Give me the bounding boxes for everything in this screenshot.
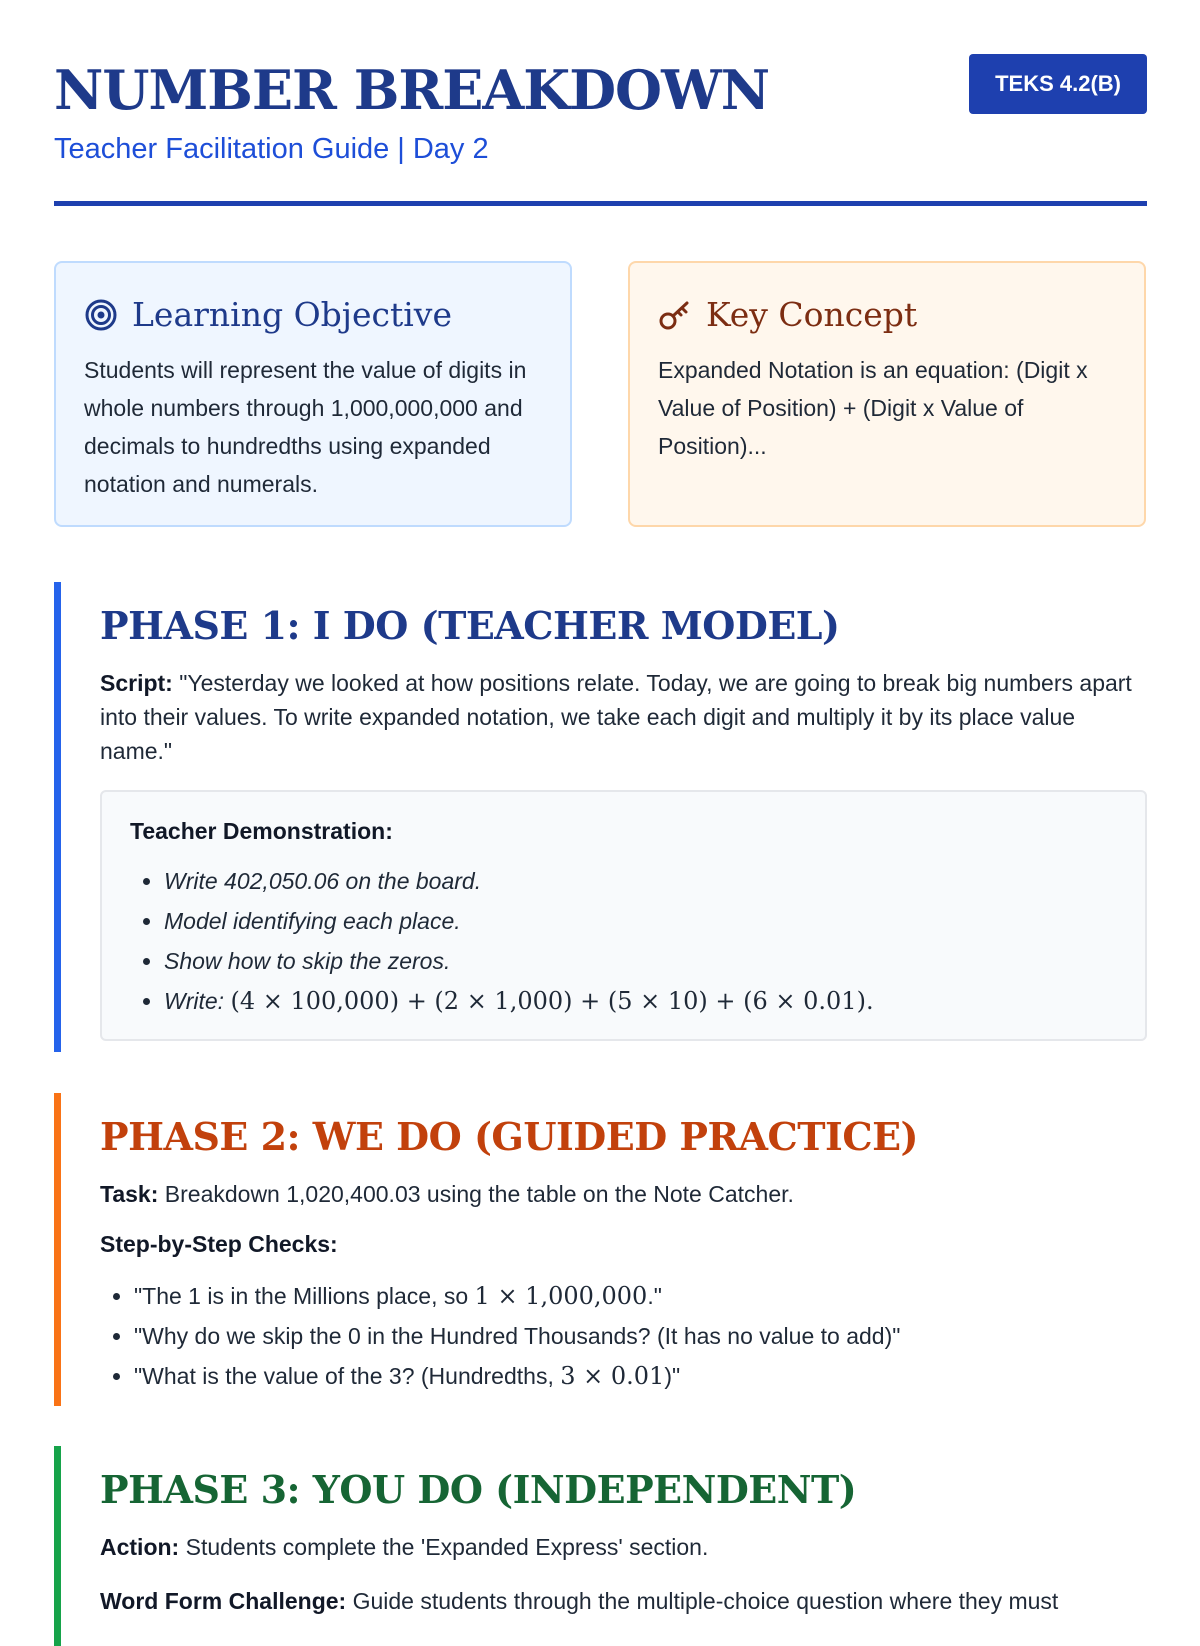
phase-3-challenge bbox=[100, 1584, 1147, 1618]
action-label: Action: bbox=[100, 1534, 180, 1560]
subtitle-day: Day 2 bbox=[412, 133, 489, 165]
check-3-suffix: )" bbox=[664, 1363, 681, 1389]
phase-2-title: PHASE 2: WE DO (GUIDED PRACTICE) bbox=[100, 1114, 919, 1159]
objective-text: Students will represent the value of digits in whole numbers through 1,000,000,000 and decimals to hundredths using expanded notation and numerals. bbox=[84, 357, 527, 497]
task-label: Task: bbox=[100, 1181, 159, 1207]
challenge-text: Guide students through the multiple-choice question where they must bbox=[346, 1588, 1059, 1614]
phase-2-task bbox=[100, 1177, 1147, 1211]
check-1-text: "The 1 is in the Millions place, so bbox=[134, 1283, 475, 1309]
subtitle-separator: | bbox=[397, 133, 405, 165]
key-concept-card bbox=[628, 261, 1146, 527]
list-item: • "Why do we skip the 0 in the Hundred Thousands? (It has no value to add)" bbox=[134, 1316, 1147, 1356]
subtitle-guide: Teacher Facilitation Guide bbox=[54, 133, 390, 165]
demonstration-title: Teacher Demonstration: bbox=[130, 818, 393, 844]
phase-1-accent-bar bbox=[54, 582, 61, 1052]
key-icon bbox=[658, 298, 692, 332]
checks-title: Step-by-Step Checks: bbox=[100, 1231, 338, 1257]
key-concept-text: Expanded Notation is an equation: (Digit x Value of Position) + (Digit x Value of Position)... bbox=[658, 357, 1088, 459]
key-concept-heading: Key Concept bbox=[706, 295, 918, 334]
action-text: Students complete the 'Expanded Express' section. bbox=[179, 1534, 709, 1560]
list-item bbox=[134, 1356, 1147, 1396]
objective-header bbox=[84, 293, 542, 337]
list-item: • Show how to skip the zeros. bbox=[164, 941, 1117, 981]
checks-list bbox=[100, 1276, 1147, 1396]
demonstration-list bbox=[130, 861, 1117, 1021]
header bbox=[54, 54, 1147, 168]
list-item bbox=[134, 1276, 1147, 1316]
learning-objective-card bbox=[54, 261, 572, 527]
phase-1-script bbox=[100, 666, 1147, 768]
check-1-suffix: ." bbox=[647, 1283, 662, 1309]
list-item: • Model identifying each place. bbox=[164, 901, 1117, 941]
phase-3-section bbox=[54, 1446, 1147, 1646]
target-icon bbox=[84, 298, 118, 332]
challenge-label: Word Form Challenge: bbox=[100, 1588, 347, 1614]
phase-1-section bbox=[54, 582, 1147, 1052]
list-item: • Write 402,050.06 on the board. bbox=[164, 861, 1117, 901]
key-concept-header bbox=[658, 293, 1116, 337]
phase-3-title: PHASE 3: YOU DO (INDEPENDENT) bbox=[100, 1467, 857, 1512]
task-text: Breakdown 1,020,400.03 using the table on the Note Catcher. bbox=[158, 1181, 794, 1207]
script-text: "Yesterday we looked at how positions relate. Today, we are going to break big numbers apart into their values. To write expanded notation, we take each digit and multiply it by its place value name." bbox=[100, 670, 1132, 764]
teacher-demonstration-box bbox=[100, 790, 1147, 1041]
phase-3-action bbox=[100, 1530, 1147, 1564]
check-1-math: 1 × 1,000,000 bbox=[474, 1282, 648, 1310]
page-subtitle bbox=[54, 130, 1147, 168]
header-divider bbox=[54, 201, 1147, 206]
objective-heading: Learning Objective bbox=[132, 295, 452, 334]
expanded-notation-math: (4 × 100,000) + (2 × 1,000) + (5 × 10) + (6 × 0.01). bbox=[230, 987, 874, 1015]
phase-3-accent-bar bbox=[54, 1446, 61, 1646]
page-title: NUMBER BREAKDOWN bbox=[54, 58, 770, 122]
phase-2-accent-bar bbox=[54, 1093, 61, 1406]
phase-1-title: PHASE 1: I DO (TEACHER MODEL) bbox=[100, 603, 840, 648]
write-prefix: Write: bbox=[164, 988, 231, 1014]
check-3-text: "What is the value of the 3? (Hundredths, bbox=[134, 1363, 561, 1389]
list-item bbox=[164, 981, 1117, 1021]
check-3-math: 3 × 0.01 bbox=[560, 1362, 665, 1390]
phase-2-section bbox=[54, 1093, 1147, 1406]
script-label: Script: bbox=[100, 670, 173, 696]
standard-badge: TEKS 4.2(B) bbox=[969, 54, 1147, 114]
